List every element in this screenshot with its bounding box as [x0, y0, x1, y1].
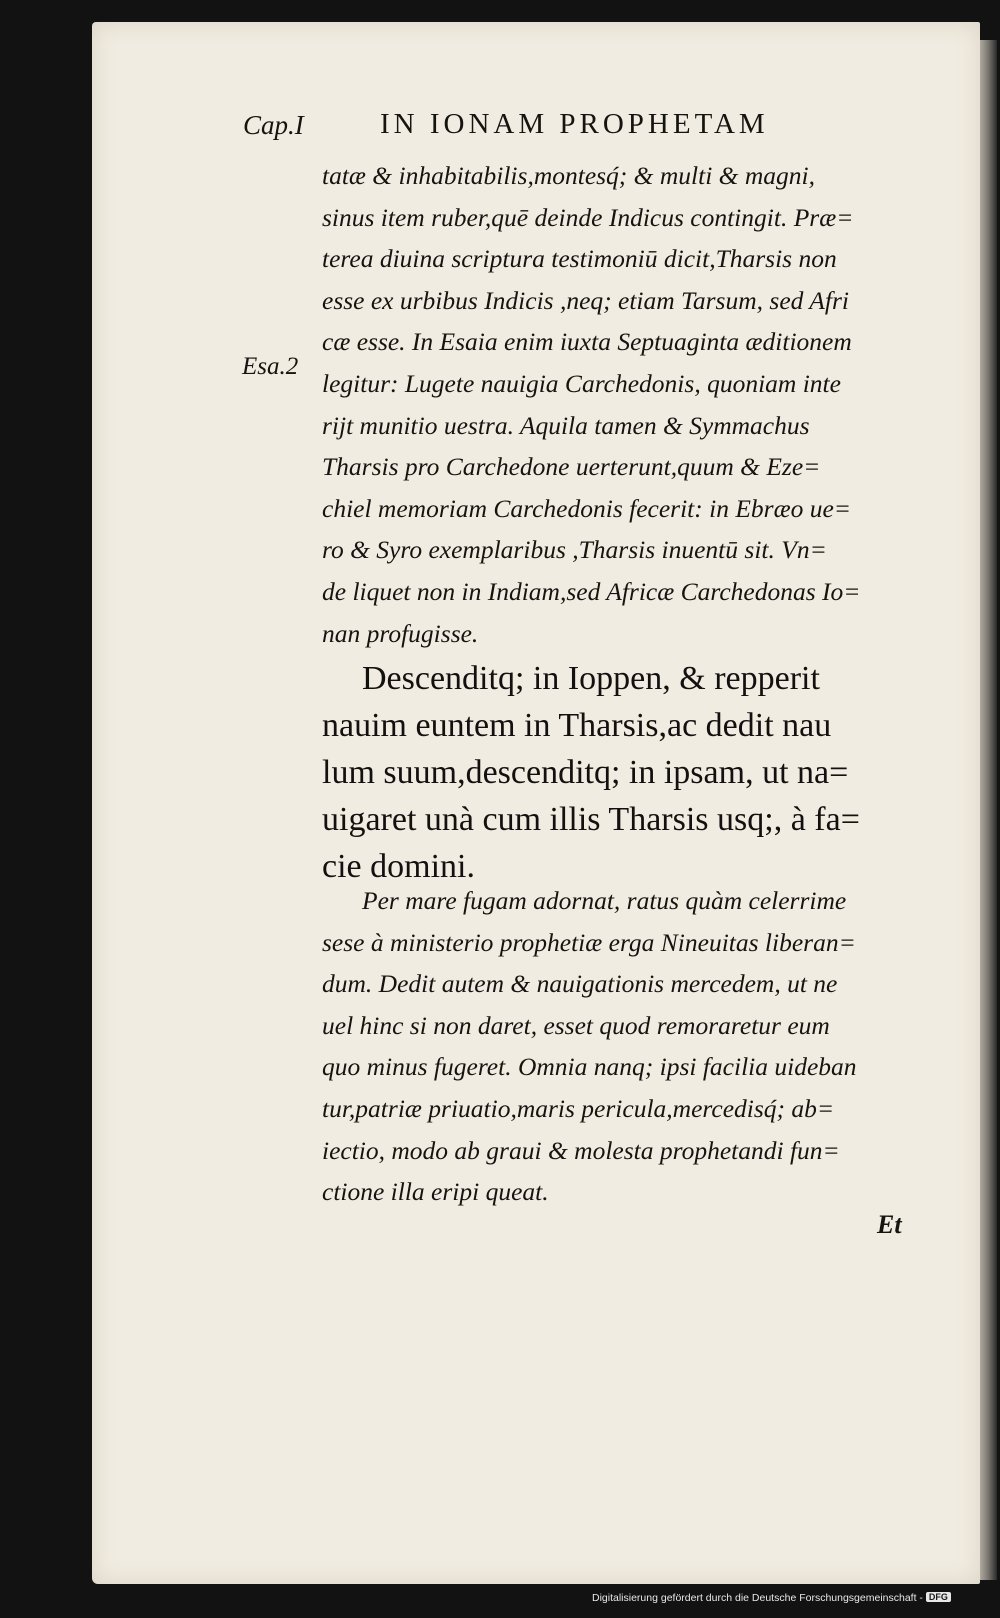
text-line: ro & Syro exemplaribus ,Tharsis inuentū sit. Vn= [322, 535, 827, 565]
text-line: Tharsis pro Carchedone uerterunt,quum & Eze= [322, 452, 821, 482]
text-line: chiel memoriam Carchedonis fecerit: in Ebræo ue= [322, 493, 852, 523]
text-line: uel hinc si non daret, esset quod remoraretur eum [322, 1010, 830, 1040]
text-line: nan profugisse. [322, 618, 479, 648]
text-line: ctione illa eripi queat. [322, 1177, 549, 1207]
credit-text: Digitalisierung gefördert durch die Deutsche Forschungsgemeinschaft - [592, 1592, 923, 1604]
chapter-marker: Cap.I [243, 110, 304, 140]
text-line: cæ esse. In Esaia enim iuxta Septuaginta æditionem [322, 327, 852, 357]
verse-line: uigaret unà cum illis Tharsis usq;, à fa= [322, 801, 860, 838]
catchword: Et [877, 1210, 902, 1239]
text-line: esse ex urbibus Indicis ,neq; etiam Tarsum, sed Afri [322, 285, 849, 315]
scripture-verse [322, 655, 922, 890]
text-line: legitur: Lugete nauigia Carchedonis, quoniam inte [322, 368, 841, 398]
margin-note: Esa.2 [242, 353, 299, 380]
running-title: IN IONAM PROPHETAM [380, 108, 769, 140]
text-line: Per mare fugam adornat, ratus quàm celerrime [362, 886, 847, 915]
running-head [0, 108, 1000, 148]
verse-line: lum suum,descenditq; in ipsam, ut na= [322, 754, 849, 791]
verse-line: nauim euntem in Tharsis,ac dedit nau [322, 707, 832, 744]
text-line: rijt munitio uestra. Aquila tamen & Symmachus [322, 410, 810, 440]
dfg-logo: DFG [926, 1592, 951, 1602]
text-line: de liquet non in Indiam,sed Africæ Carchedonas Io= [322, 576, 861, 606]
verse-line: Descenditq; in Ioppen, & repperit [362, 660, 820, 697]
text-line: tatæ & inhabitabilis,montesq́; & multi & magni, [322, 161, 816, 190]
gloss-paragraph [322, 155, 922, 654]
digitization-credit [592, 1592, 996, 1612]
verse-line: cie domini. [322, 848, 475, 885]
text-line: dum. Dedit autem & nauigationis mercedem, ut ne [322, 969, 838, 999]
text-line: sese à ministerio prophetiæ erga Nineuitas liberan= [322, 927, 856, 957]
text-line: tur,patriæ priuatio,maris pericula,mercedisq́; ab= [322, 1093, 835, 1123]
commentary-paragraph [322, 880, 922, 1213]
text-line: quo minus fugeret. Omnia nanq; ipsi facilia uideban [322, 1052, 857, 1082]
text-line: sinus item ruber,quē deinde Indicus contingit. Præ= [322, 202, 854, 232]
text-line: terea diuina scriptura testimoniū dicit,Tharsis non [322, 244, 837, 274]
text-line: iectio, modo ab graui & molesta prophetandi fun= [322, 1135, 840, 1165]
